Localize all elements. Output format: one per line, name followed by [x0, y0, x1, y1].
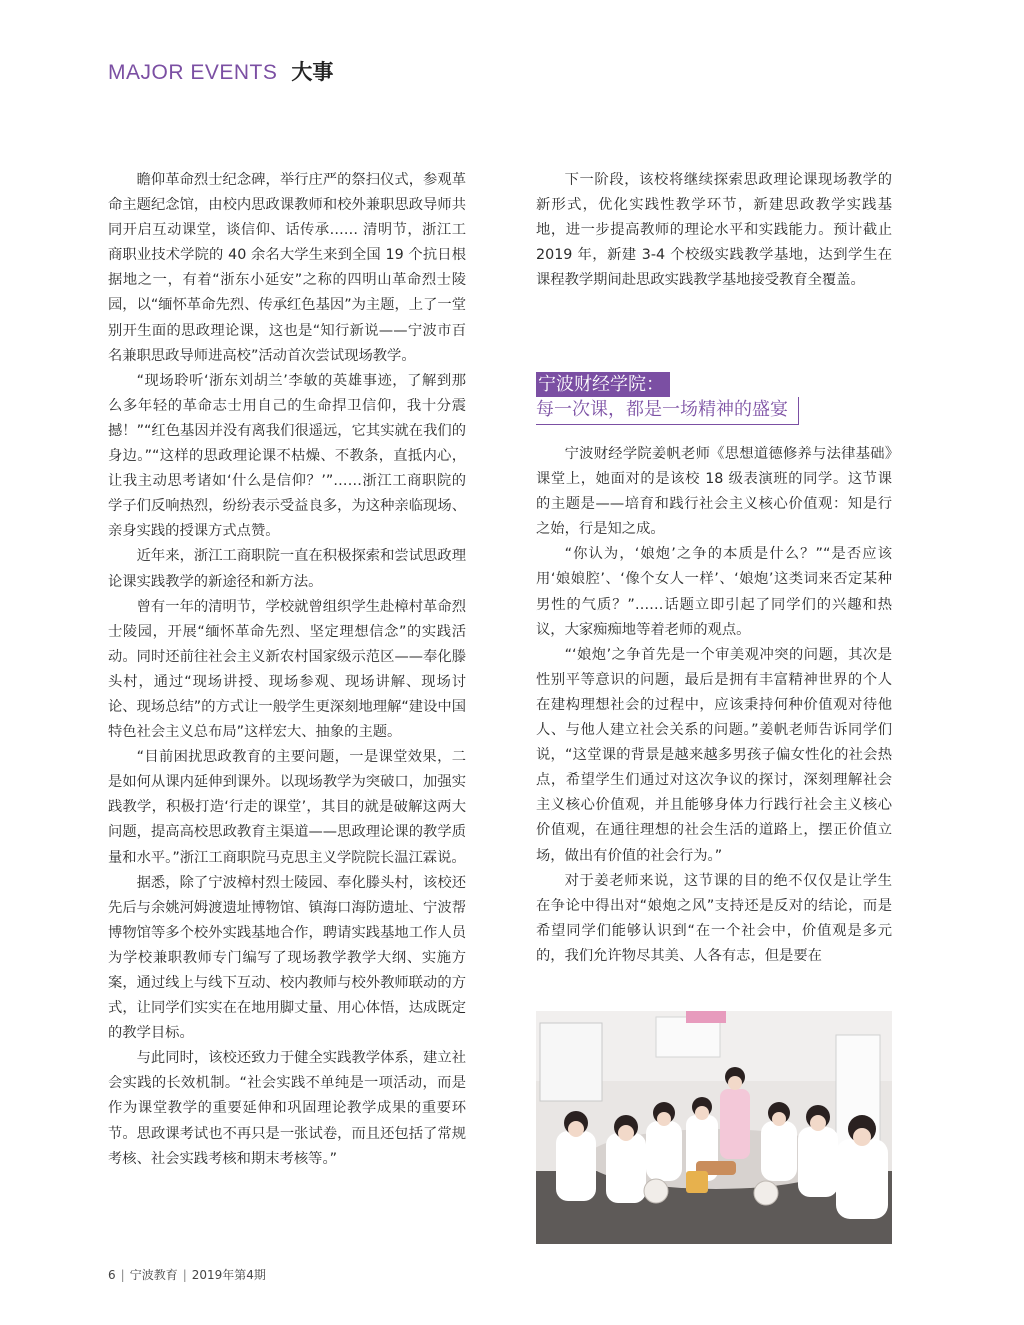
paragraph: “‘娘炮’之争首先是一个审美观冲突的问题，其次是性别平等意识的问题，最后是拥有丰富精神世界的个人在建构理想社会的过程中，应该秉持何种价值观对待他人、与他人建立社会关系的问题。”姜帆老师告诉同学们说，“这堂课的背景是越来越多男孩子偏女性化的社会热点，希望学生们通过对这次争议的探讨，深刻理解社会主义核心价值观，并且能够身体力行践行社会主义核心价值观，在通往理想的社会生活的道路上，摆正价值立场，做出有价值的社会行为。”: [536, 646, 892, 864]
section-label-zh: 大事: [291, 60, 334, 84]
footer-divider: |: [182, 1268, 187, 1282]
paragraph: 近年来，浙江工商职院一直在积极探索和尝试思政理论课实践教学的新途径和新方法。: [108, 548, 466, 590]
section-heading: [536, 372, 892, 425]
paragraph: “现场聆听‘浙东刘胡兰’李敏的英雄事迹，了解到那么多年轻的革命志士用自己的生命捍卫信仰，我十分震撼！”“红色基因并没有离我们很遥远，它其实就在我们的身边。”“这样的思政理论课不枯燥、不教条，直抵内心，让我主动思考诸如‘什么是信仰？’”……浙江工商职院的学子们反响热烈，纷纷表示受益良多，为这种亲临现场、亲身实践的授课方式点赞。: [108, 372, 466, 540]
paragraph: 与此同时，该校还致力于健全实践教学体系，建立社会实践的长效机制。“社会实践不单纯是一项活动，而是作为课堂教学的重要延伸和巩固理论教学成果的重要环节。思政课考试也不再只是一张试卷，而且还包括了常规考核、社会实践考核和期末考核等。”: [108, 1050, 466, 1167]
paragraph: 据悉，除了宁波樟村烈士陵园、奉化滕头村，该校还先后与余姚河姆渡遗址博物馆、镇海口海防遗址、宁波帮博物馆等多个校外实践基地合作，聘请实践基地工作人员为学校兼职教师专门编写了现场教学教学大纲、实施方案，通过线上与线下互动、校内教师与校外教师联动的方式，让同学们实实在在地用脚丈量、用心体悟，达成既定的教学目标。: [108, 874, 466, 1042]
section-heading-subtitle: 每一次课，都是一场精神的盛宴: [536, 397, 799, 425]
paragraph: 下一阶段，该校将继续探索思政理论课现场教学的新形式，优化实践性教学环节，新建思政教学实践基地，进一步提高教师的理论水平和实践能力。预计截止 2019 年，新建 3-4 个校级实践教学基地，达到学生在课程教学期间赴思政实践教学基地接受教育全覆盖。: [536, 172, 892, 289]
paragraph: 宁波财经学院姜帆老师《思想道德修养与法律基础》课堂上，她面对的是该校 18 级表演班的同学。这节课的主题是——培育和践行社会主义核心价值观：知是行之始，行是知之成。: [536, 446, 892, 538]
paragraph: “目前困扰思政教育的主要问题，一是课堂效果，二是如何从课内延伸到课外。以现场教学为突破口，加强实践教学，积极打造‘行走的课堂’，其目的就是破解这两大问题，提高高校思政教育主渠道——思政理论课的教学质量和水平。”浙江工商职院马克思主义学院院长温江霖说。: [108, 749, 466, 866]
page-footer: [108, 1266, 266, 1283]
section-label-en: MAJOR EVENTS: [108, 61, 278, 84]
left-column: [108, 168, 466, 1172]
right-column-bottom: [536, 442, 892, 969]
section-heading-school: 宁波财经学院：: [536, 372, 670, 397]
paragraph: 曾有一年的清明节，学校就曾组织学生赴樟村革命烈士陵园，开展“缅怀革命先烈、坚定理想信念”的实践活动。同时还前往社会主义新农村国家级示范区——奉化滕头村，通过“现场讲授、现场参观、现场讲解、现场讨论、现场总结”的方式让一般学生更深刻地理解“建设中国特色社会主义总布局”这样宏大、抽象的主题。: [108, 598, 466, 741]
classroom-photo-illustration: [536, 1011, 892, 1244]
paragraph: 对于姜老师来说，这节课的目的绝不仅仅是让学生在争论中得出对“娘炮之风”支持还是反对的结论，而是希望同学们能够认识到“在一个社会中，价值观是多元的，我们允许物尽其美、人各有志，但是要在: [536, 872, 892, 964]
magazine-name: 宁波教育: [129, 1268, 178, 1282]
right-column-top: [536, 168, 892, 293]
footer-divider: |: [120, 1268, 125, 1282]
page-number: 6: [108, 1268, 116, 1282]
page-header: [108, 56, 333, 86]
paragraph: 瞻仰革命烈士纪念碑，举行庄严的祭扫仪式，参观革命主题纪念馆，由校内思政课教师和校外兼职思政导师共同开启互动课堂，谈信仰、话传承…… 清明节，浙江工商职业技术学院的 40 余名大学生来到全国 19 个抗日根据地之一，有着“浙东小延安”之称的四明山革命烈士陵园，以“缅怀革命先烈、传承红色基因”为主题，上了一堂别开生面的思政理论课，这也是“知行新说——宁波市百名兼职思政导师进高校”活动首次尝试现场教学。: [108, 172, 466, 364]
paragraph: “你认为，‘娘炮’之争的本质是什么？”“是否应该用‘娘娘腔’、‘像个女人一样’、‘娘炮’这类词来否定某种男性的气质？”……话题立即引起了同学们的兴趣和热议，大家痴痴地等着老师的观点。: [536, 546, 892, 638]
issue-label: 2019年第4期: [191, 1268, 266, 1282]
classroom-photo: [536, 1011, 892, 1244]
